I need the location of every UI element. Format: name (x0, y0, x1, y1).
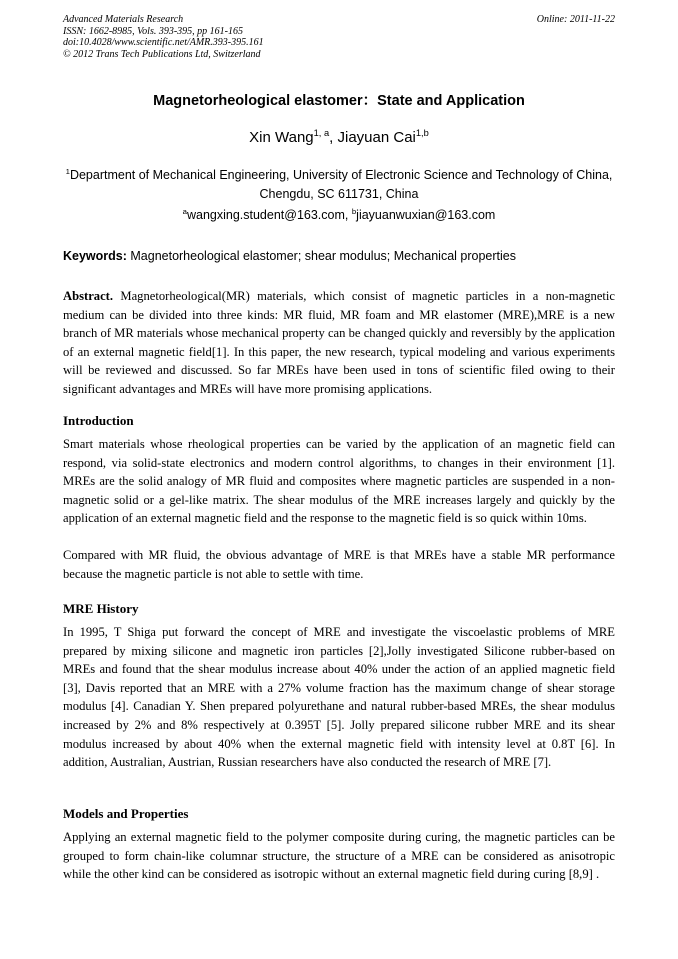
author-line (0, 129, 678, 146)
email-line: $^a$wangxing.student@163.com, $^b$jiayuanwuxian@163.com (182, 206, 496, 222)
keywords-label: Keywords: (63, 249, 127, 263)
journal-name: Advanced Materials Research (63, 14, 184, 25)
author-affiliation-mark: 1, a (313, 128, 330, 138)
author-separator: , (329, 129, 338, 146)
section-heading-models: Models and Properties (63, 806, 189, 821)
affiliation (63, 166, 615, 204)
keywords (63, 249, 615, 263)
online-date: Online: 2011-11-22 (536, 14, 615, 25)
affiliation-mark: 1 (65, 166, 70, 176)
abstract-text: Magnetorheological(MR) materials, which consist of magnetic particles in a non-magnetic medium can be divided into three kinds: MR fluid, MR foam and MR elastomer (MRE),MRE is a new branch of MR materials whose mechanical property can be changed quickly and reversibly by the application of an external magnetic field[1]. In this paper, the new research, typical modeling and various experiments will be reviewed and discussed. So far MREs have been used in tons of scientific filed owing to their significant advantages and MREs will have more promising applications. (63, 289, 615, 396)
email-mark: a (182, 206, 187, 216)
introduction-paragraph: Smart materials whose rheological properties can be varied by the application of an magnetic field can respond, via solid-state electronics and modern control algorithms, to changes in their environment [1]. MREs are the solid analogy of MR fluid and composites where magnetic particles are suspended in a non-magnetic solid or a gel-like matrix. The shear modulus of the MRE increases largely and quickly by the application of an external magnetic field and the response to the magnetic field is so quick within 10ms. (63, 437, 615, 526)
history-paragraph: In 1995, T Shiga put forward the concept of MRE and investigate the viscoelastic problems of MRE prepared by mixing silicone and magnetic iron particles [2],Jolly investigated Silicone rubber-based on MREs and found that the shear modulus increase about 40% under the action of an applied magnetic field [3], Davis reported that an MRE with a 27% volume fraction has the maximum change of shear storage modulus [4]. Canadian Y. Shen prepared polyurethane and natural rubber-based MREs, the shear modulus increased by 2% and 8% respectively at 0.395T [5]. Jolly prepared silicone rubber MRE and its shear modulus increased by about 40% when the external magnetic field with intensity level at 0.8T [6]. In addition, Australian, Austrian, Russian researchers have also conducted the research of MRE [7]. (63, 625, 615, 770)
abstract (63, 287, 615, 399)
email-address: jiayuanwuxian@163.com (356, 208, 496, 222)
email-address: wangxing.student@163.com (186, 208, 345, 222)
abstract-label: Abstract. (63, 289, 114, 303)
doi-line: doi:10.4028/www.scientific.net/AMR.393-395.161 (63, 37, 264, 48)
models-paragraph: Applying an external magnetic field to the polymer composite during curing, the magnetic particles can be grouped to form chain-like columnar structure, the structure of a MRE can be considered as anisotropic while the other kind can be considered as isotropic without an external magnetic field during curing [8,9] . (63, 830, 615, 882)
journal-header (63, 14, 264, 60)
email-mark: b (351, 206, 357, 216)
issn-line: ISSN: 1662-8985, Vols. 393-395, pp 161-165 (63, 25, 243, 37)
copyright-line: © 2012 Trans Tech Publications Ltd, Switzerland (63, 48, 261, 60)
introduction-paragraph: Compared with MR fluid, the obvious advantage of MRE is that MREs have a stable MR performance because the magnetic particle is not able to settle with time. (63, 548, 615, 581)
section-heading-mre-history: MRE History (63, 601, 139, 616)
paper-title: Magnetorheological elastomer：State and Application (153, 93, 525, 109)
author-name: Xin Wang (249, 129, 314, 146)
author-affiliation-mark: 1,b (415, 128, 429, 138)
affiliation-line: Chengdu, SC 611731, China (259, 187, 419, 201)
section-heading-introduction: Introduction (63, 413, 134, 428)
author-name: Jiayuan Cai (337, 129, 416, 146)
affiliation-line: $^1$Department of Mechanical Engineering, University of Electronic Science and Technology of China, (65, 166, 613, 182)
keywords-text: Magnetorheological elastomer; shear modulus; Mechanical properties (126, 249, 516, 263)
